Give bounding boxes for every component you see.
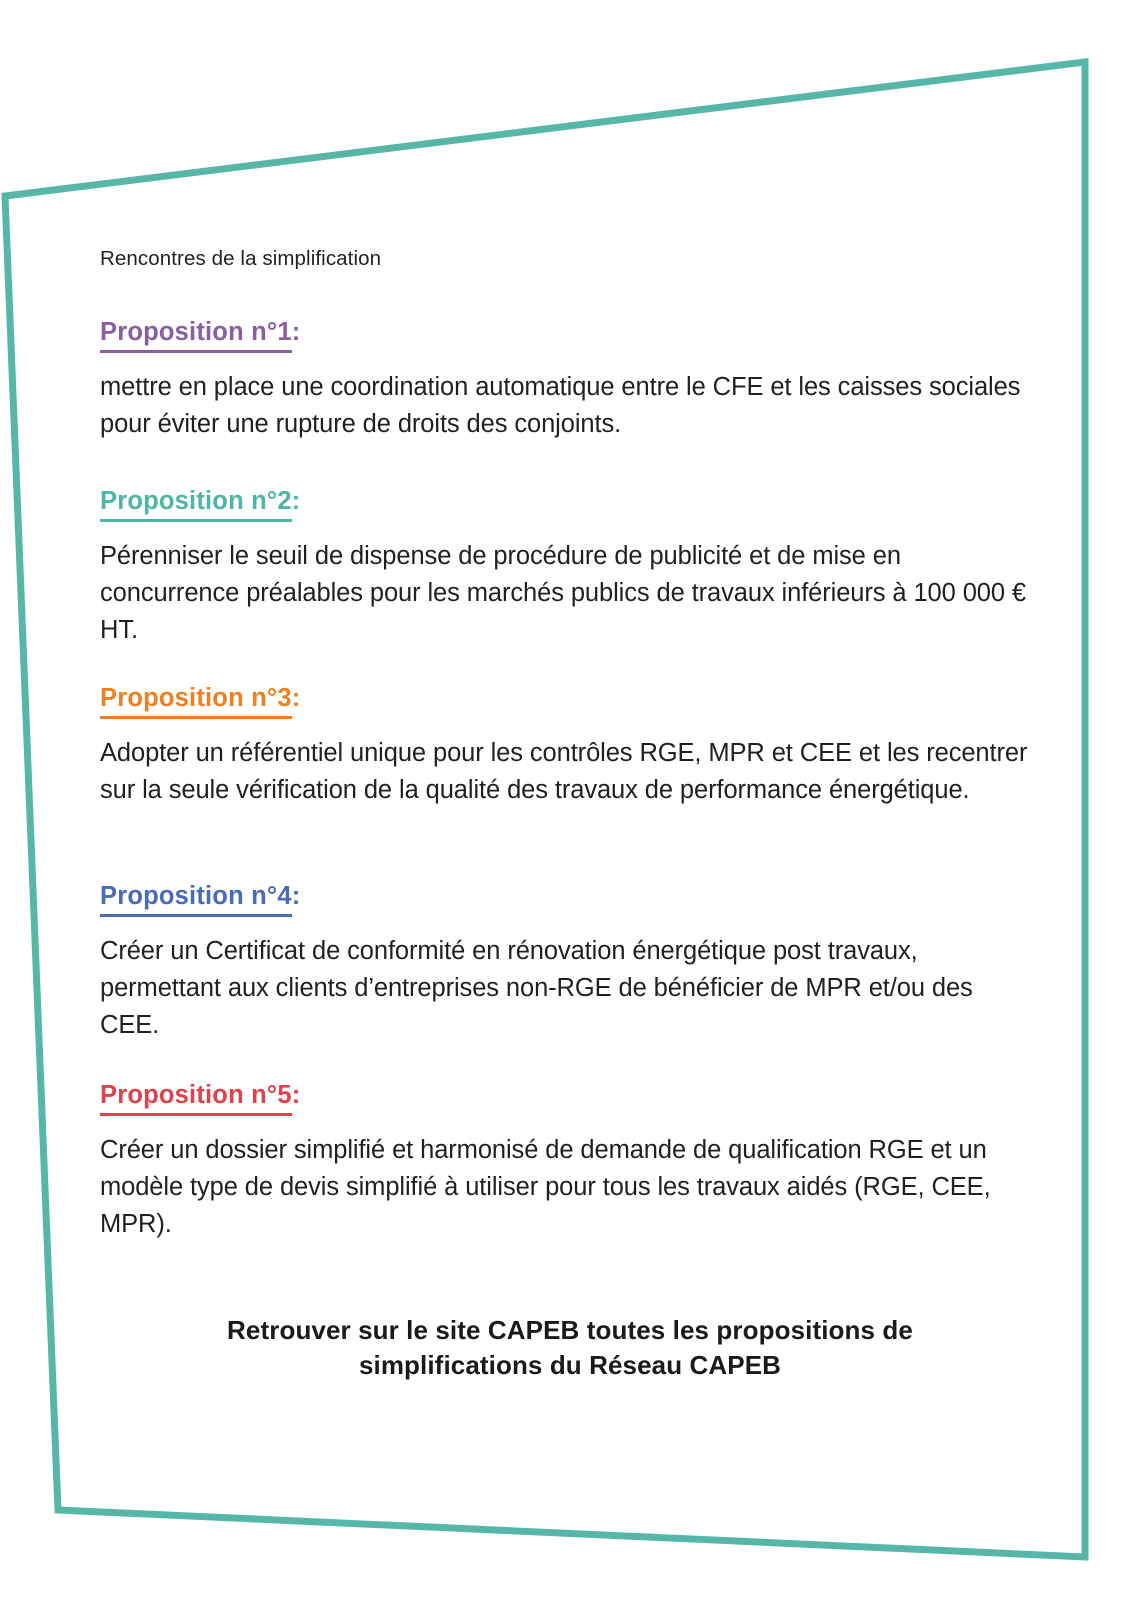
- proposition-block-3: [100, 684, 1030, 809]
- proposition-heading-4-colon: :: [291, 882, 301, 910]
- proposition-heading-5: [100, 1081, 300, 1116]
- proposition-heading-1-label: Proposition n°1: [100, 318, 292, 353]
- footer-call-to-action: [0, 1313, 1140, 1383]
- proposition-body-3: Adopter un référentiel unique pour les contrôles RGE, MPR et CEE et les recentrer sur la seule vérification de la qualité des travaux de performance énergétique.: [100, 739, 1028, 805]
- proposition-heading-2-colon: :: [291, 487, 301, 515]
- proposition-heading-5-colon: :: [291, 1081, 301, 1109]
- proposition-heading-2-label: Proposition n°2: [100, 487, 292, 522]
- proposition-heading-4-label: Proposition n°4: [100, 882, 292, 917]
- proposition-block-5: [100, 1081, 1030, 1243]
- footer-line-1: Retrouver sur le site CAPEB toutes les propositions de: [227, 1315, 913, 1345]
- page-kicker: Rencontres de la simplification: [100, 247, 382, 270]
- proposition-heading-3-label: Proposition n°3: [100, 684, 292, 719]
- proposition-heading-3-colon: :: [291, 684, 301, 712]
- proposition-heading-1-colon: :: [291, 318, 301, 346]
- proposition-body-5: Créer un dossier simplifié et harmonisé de demande de qualification RGE et un modèle type de devis simplifié à utiliser pour tous les travaux aidés (RGE, CEE, MPR).: [100, 1136, 991, 1239]
- proposition-body-2: Pérenniser le seuil de dispense de procédure de publicité et de mise en concurrence préalables pour les marchés publics de travaux inférieurs à 100 000 € HT.: [100, 542, 1027, 645]
- proposition-heading-4: [100, 882, 300, 917]
- proposition-heading-3: [100, 684, 300, 719]
- proposition-block-1: [100, 318, 1030, 443]
- proposition-heading-1: [100, 318, 300, 353]
- proposition-body-1: mettre en place une coordination automatique entre le CFE et les caisses sociales pour éviter une rupture de droits des conjoints.: [100, 373, 1021, 439]
- proposition-heading-5-label: Proposition n°5: [100, 1081, 292, 1116]
- footer-line-2: simplifications du Réseau CAPEB: [358, 1350, 782, 1381]
- proposition-heading-2: [100, 487, 300, 522]
- proposition-block-2: [100, 487, 1030, 649]
- proposition-block-4: [100, 882, 1030, 1044]
- proposition-body-4: Créer un Certificat de conformité en rénovation énergétique post travaux, permettant aux clients d’entreprises non-RGE de bénéficier de MPR et/ou des CEE.: [100, 937, 973, 1040]
